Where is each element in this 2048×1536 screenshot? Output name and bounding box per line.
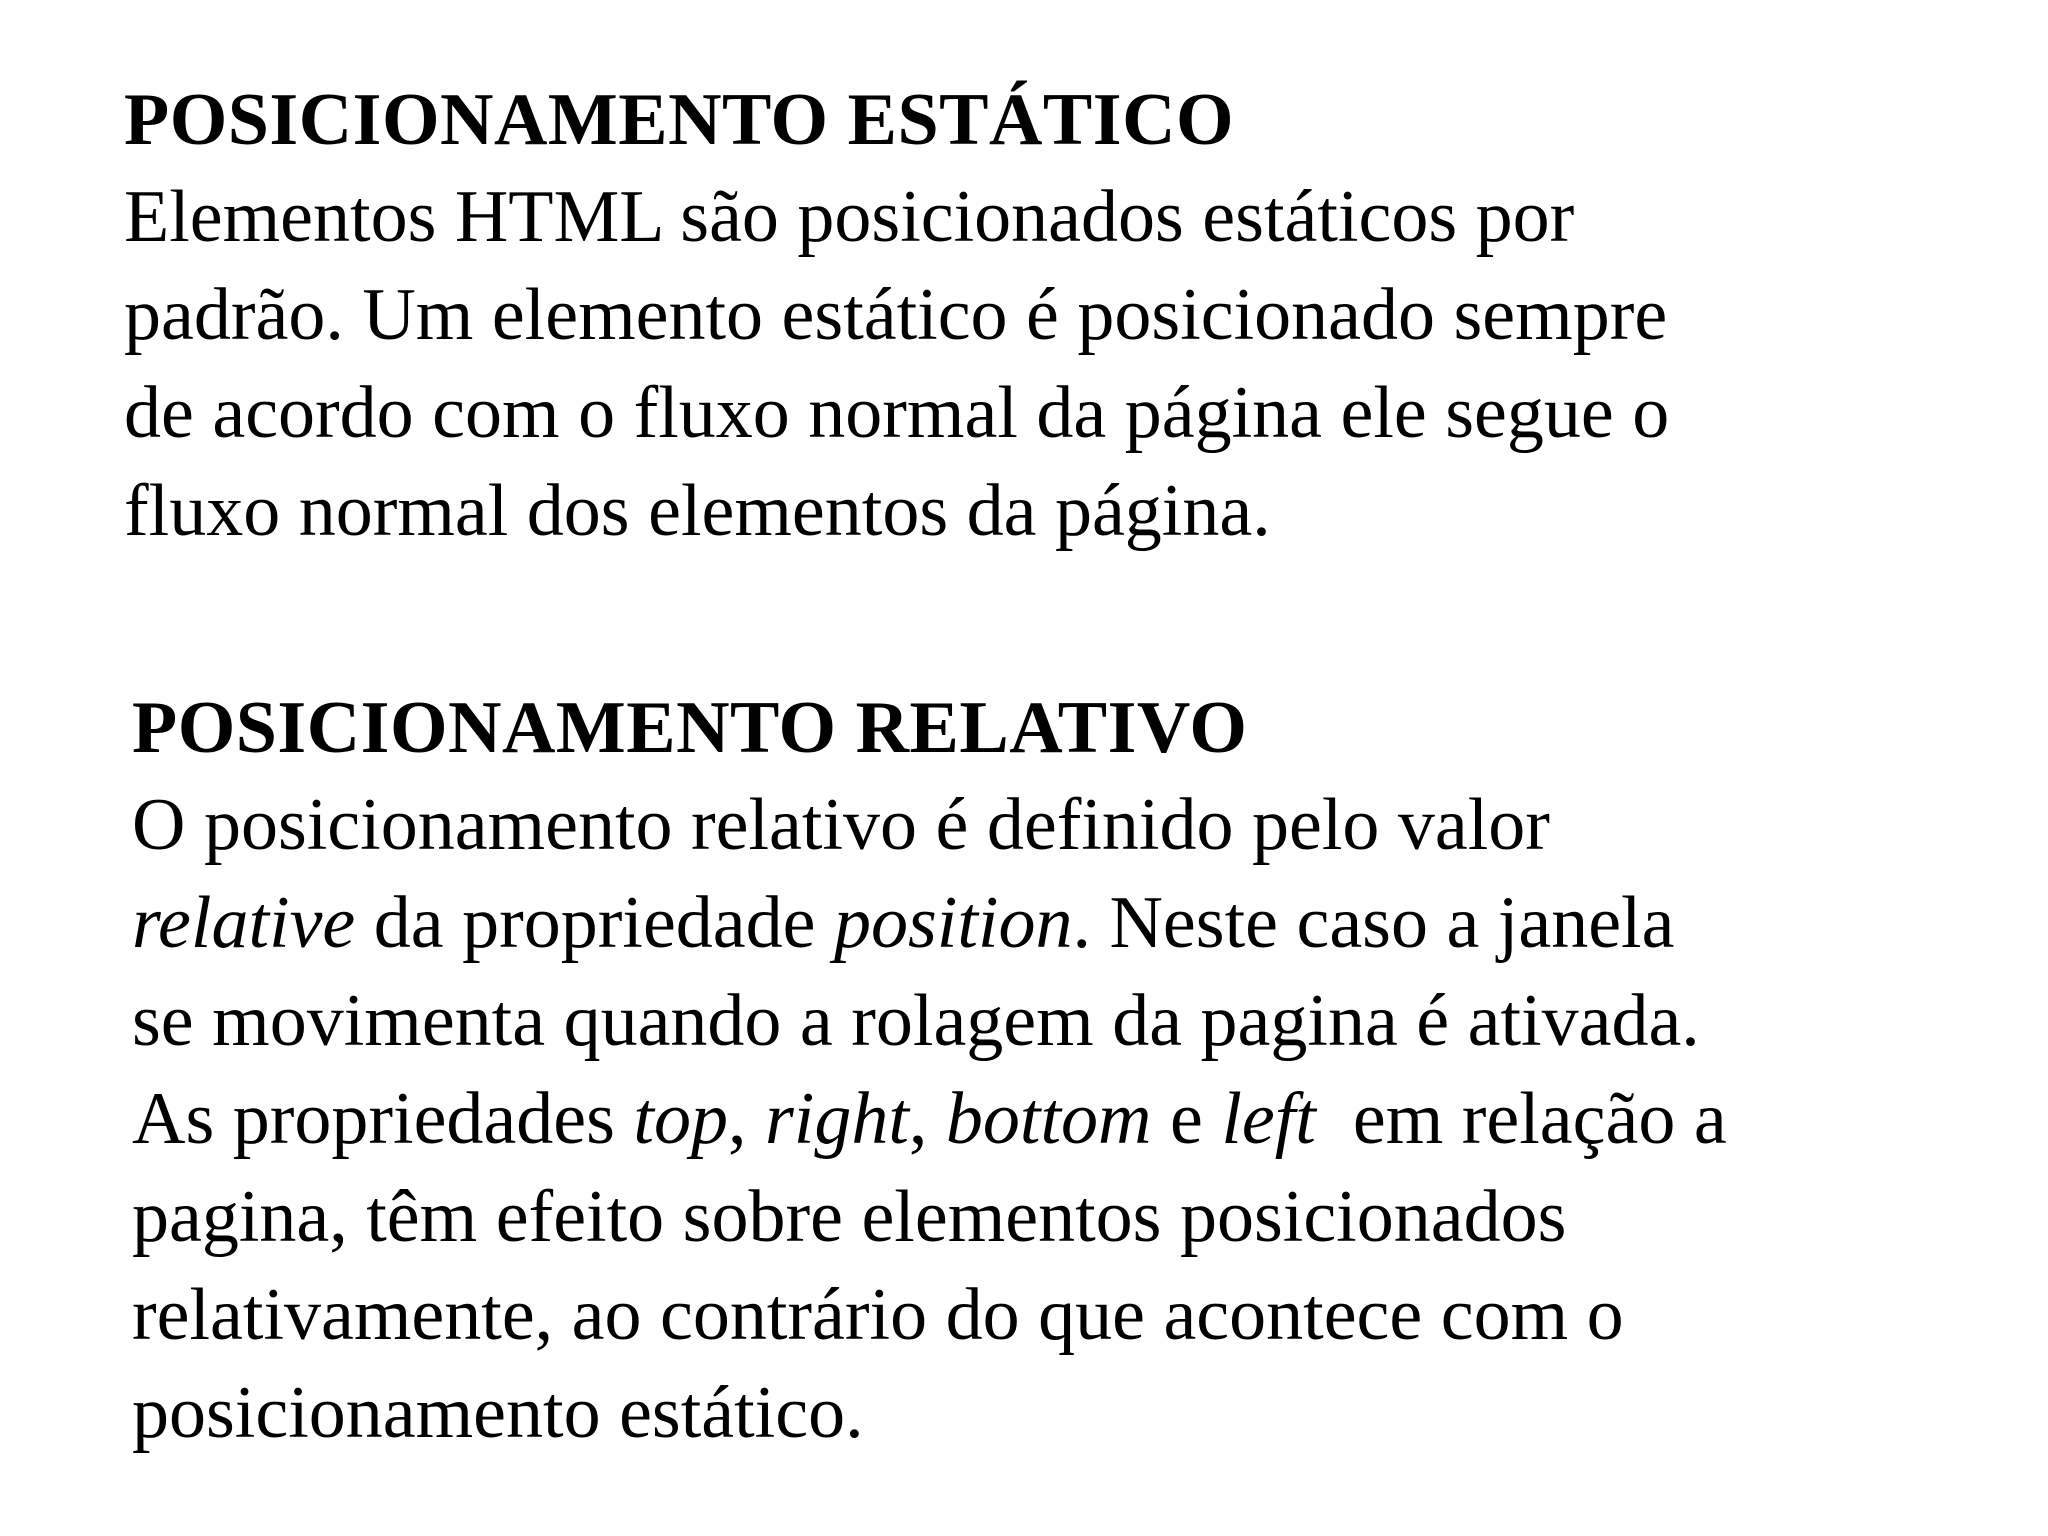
relative-text-line: se movimenta quando a rolagem da pagina é ativada. (132, 980, 1700, 1062)
heading-relative: POSICIONAMENTO RELATIVO (132, 687, 1248, 769)
section-static-positioning (124, 72, 1984, 560)
relative-text-line: posicionamento estático. (132, 1372, 864, 1454)
text-fragment: em relação a (1315, 1078, 1727, 1160)
static-text-line: Elementos HTML são posicionados estáticos por (124, 176, 1575, 258)
term-position: position (834, 882, 1073, 964)
text-fragment: da propriedade (355, 882, 834, 964)
term-left: left (1221, 1078, 1316, 1160)
static-text-line: padrão. Um elemento estático é posicionado sempre (124, 274, 1668, 356)
section-relative-positioning (132, 680, 1992, 1462)
text-fragment: . Neste caso a janela (1072, 882, 1675, 964)
text-fragment: e (1151, 1078, 1222, 1160)
term-top: top (633, 1078, 728, 1160)
term-right: right (764, 1078, 909, 1160)
relative-text-line (132, 874, 1992, 972)
relative-text-line: O posicionamento relativo é definido pelo valor (132, 784, 1550, 866)
text-fragment: As propriedades (132, 1078, 634, 1160)
static-text-line: de acordo com o fluxo normal da página ele segue o (124, 372, 1670, 454)
term-bottom: bottom (945, 1078, 1152, 1160)
relative-text-line (132, 1070, 1992, 1168)
heading-static: POSICIONAMENTO ESTÁTICO (124, 79, 1235, 161)
static-text-line: fluxo normal dos elementos da página. (124, 470, 1271, 552)
relative-text-line: pagina, têm efeito sobre elementos posicionados (132, 1176, 1567, 1258)
text-fragment: , (727, 1078, 765, 1160)
term-relative: relative (132, 882, 356, 964)
relative-text-line: relativamente, ao contrário do que acontece com o (132, 1274, 1624, 1356)
text-fragment: , (908, 1078, 946, 1160)
